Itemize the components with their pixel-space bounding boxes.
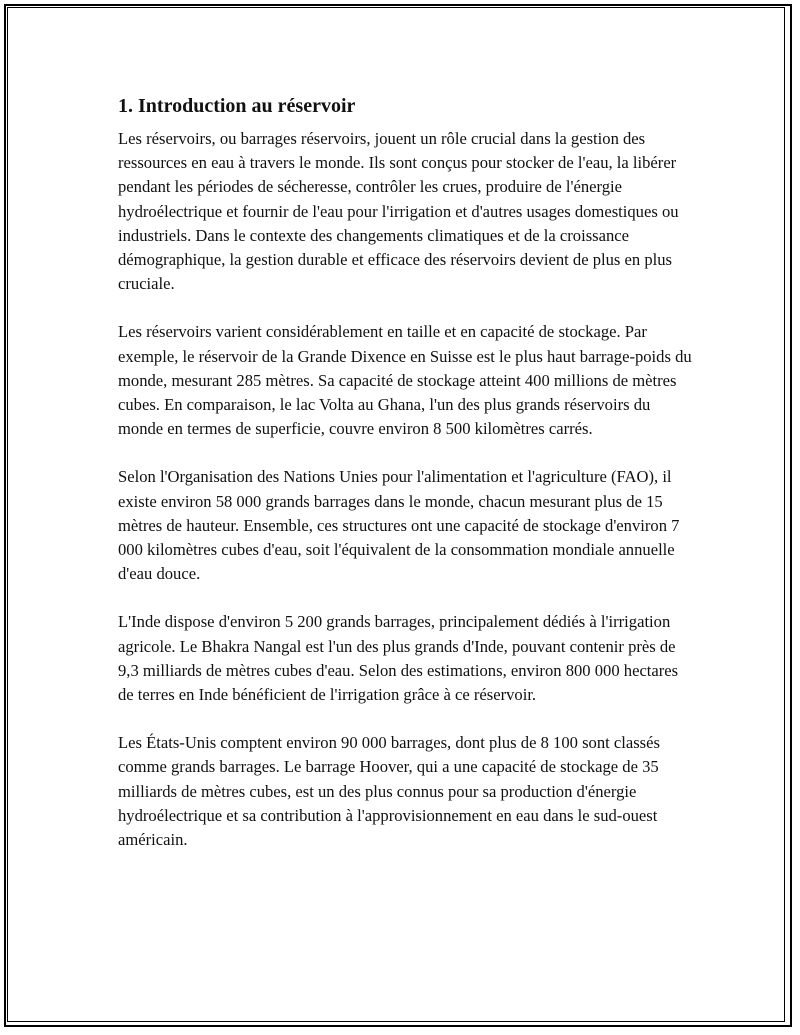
paragraph-india: L'Inde dispose d'environ 5 200 grands barrages, principalement dédiés à l'irrigation agricole. Le Bhakra Nangal est l'un des plus grands d'Inde, pouvant contenir près de 9,3 milliards de mètres cubes d'eau. Selon des estimations, environ 800 000 hectares de terres en Inde bénéficient de l'irrigation grâce à ce réservoir. — [118, 612, 679, 705]
paragraph-introduction: Les réservoirs, ou barrages réservoirs, jouent un rôle crucial dans la gestion des ressources en eau à travers le monde. Ils sont conçus pour stocker de l'eau, la libérer pendant les périodes de sécheresse, contrôler les crues, produire de l'énergie hydroélectrique et fournir de l'eau pour l'irrigation et d'autres usages domestiques ou industriels. Dans le contexte des changements climatiques et de la croissance démographique, la gestion durable et efficace des réservoirs devient de plus en plus cruciale. — [118, 129, 679, 294]
paragraph-reservoir-sizes: Les réservoirs varient considérablement en taille et en capacité de stockage. Par exemple, le réservoir de la Grande Dixence en Suisse est le plus haut barrage-poids du monde, mesurant 285 mètres. Sa capacité de stockage atteint 400 millions de mètres cubes. En comparaison, le lac Volta au Ghana, l'un des plus grands réservoirs du monde en termes de superficie, couvre environ 8 500 kilomètres carrés. — [118, 322, 692, 439]
section-title: 1. Introduction au réservoir — [118, 95, 356, 117]
document-body — [118, 93, 692, 876]
paragraph-united-states: Les États-Unis comptent environ 90 000 barrages, dont plus de 8 100 sont classés comme grands barrages. Le barrage Hoover, qui a une capacité de stockage de 35 milliards de mètres cubes, est un des plus connus pour sa production d'énergie hydroélectrique et sa contribution à l'approvisionnement en eau dans le sud-ouest américain. — [118, 733, 660, 850]
paragraph-fao-statistics: Selon l'Organisation des Nations Unies pour l'alimentation et l'agriculture (FAO), il existe environ 58 000 grands barrages dans le monde, chacun mesurant plus de 15 mètres de hauteur. Ensemble, ces structures ont une capacité de stockage d'environ 7 000 kilomètres cubes d'eau, soit l'équivalent de la consommation mondiale annuelle d'eau douce. — [118, 467, 680, 584]
